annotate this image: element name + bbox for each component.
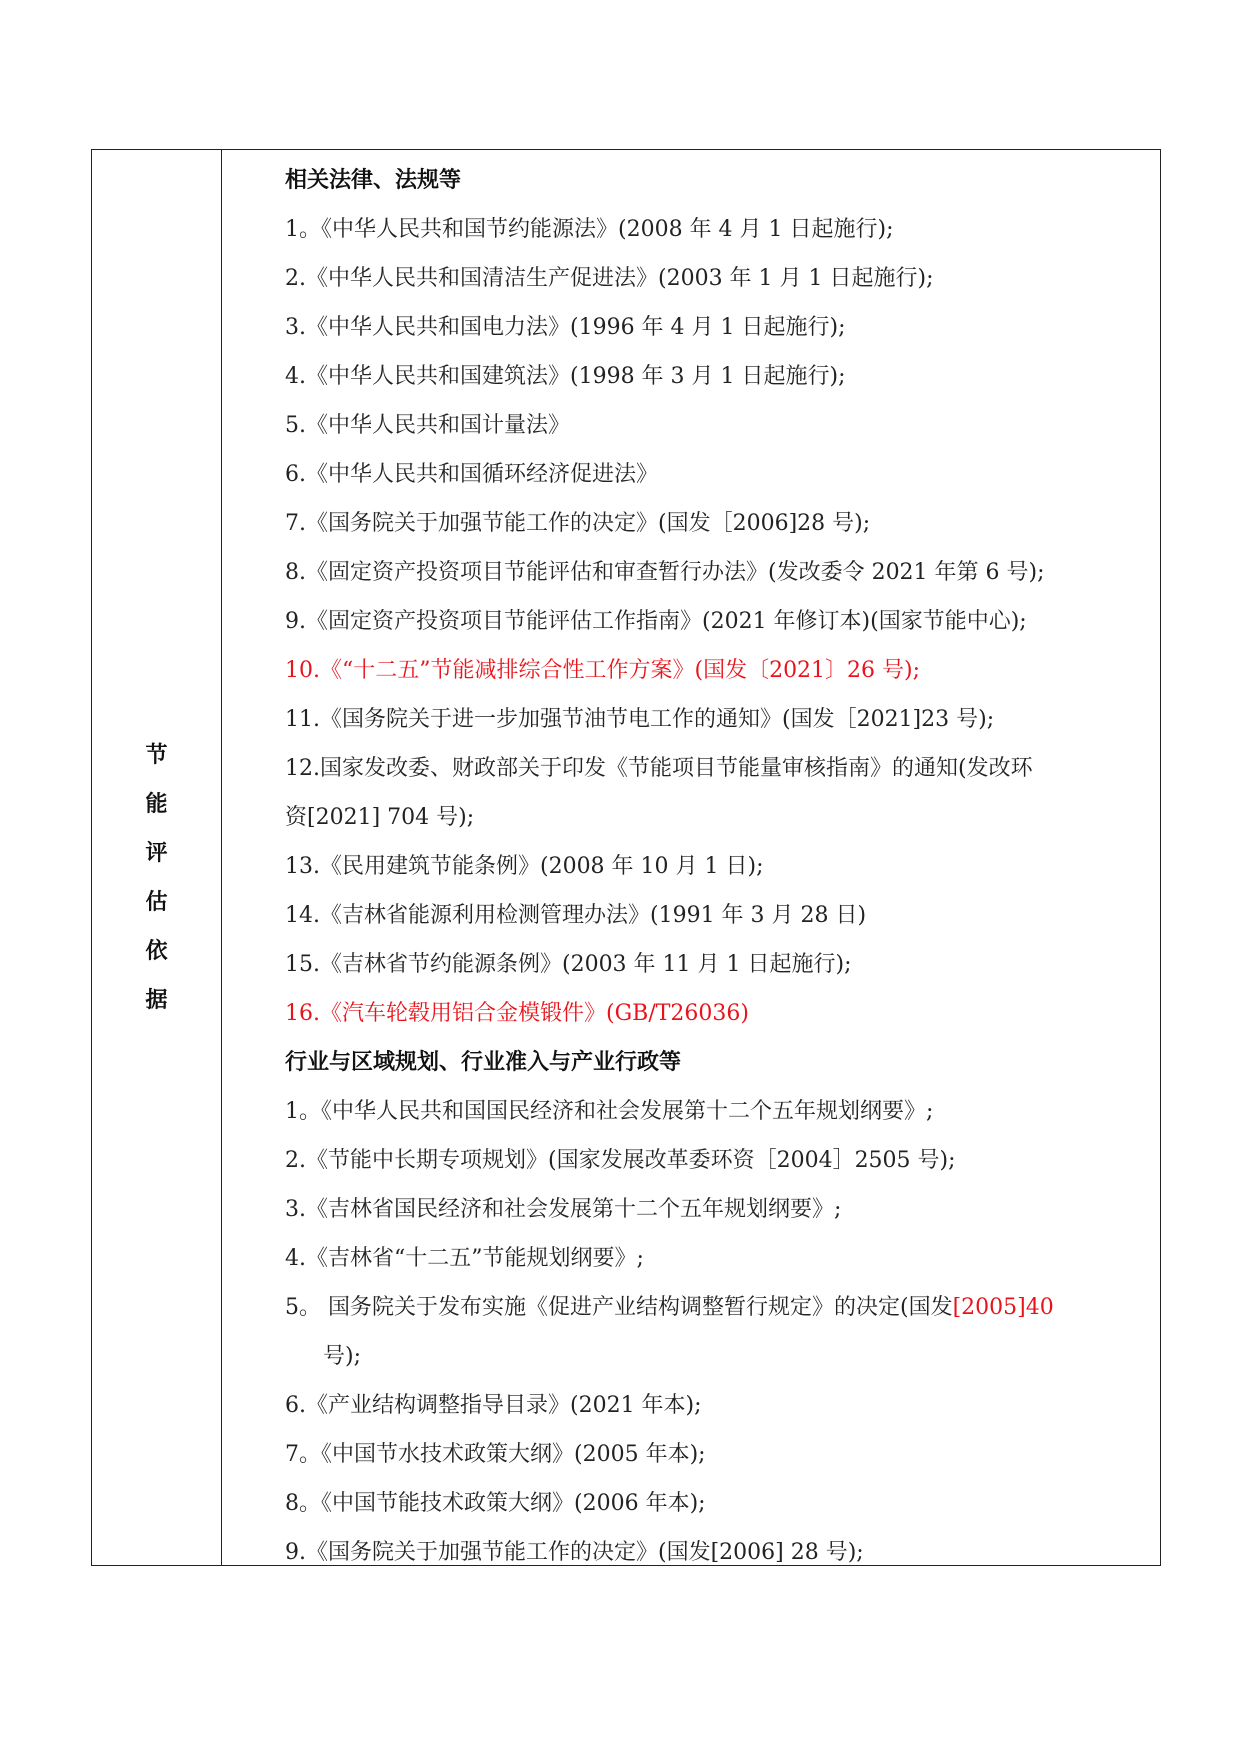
section-heading-planning: 行业与区域规划、行业准入与产业行政等 [285, 1050, 682, 1075]
list-item: 12.国家发改委、财政部关于印发《节能项目节能量审核指南》的通知(发改环 [285, 756, 1033, 781]
list-item: 8.《固定资产投资项目节能评估和审查暂行办法》(发改委令 2021 年第 6 号); [285, 560, 1045, 585]
list-item: 13.《民用建筑节能条例》(2008 年 10 月 1 日); [285, 854, 764, 879]
list-item: 9.《固定资产投资项目节能评估工作指南》(2021 年修订本)(国家节能中心); [285, 609, 1027, 634]
section-heading-laws: 相关法律、法规等 [285, 168, 462, 193]
list-item: 6.《中华人民共和国循环经济促进法》 [285, 462, 658, 487]
list-item: 7.《国务院关于加强节能工作的决定》(国发［2006]28 号); [285, 511, 871, 536]
list-item-highlighted: 16.《汽车轮毂用铝合金模锻件》(GB/T26036) [285, 1001, 749, 1026]
side-label-char: 能 [145, 791, 168, 817]
list-item: 5.《中华人民共和国计量法》 [285, 413, 570, 438]
list-item: 3.《吉林省国民经济和社会发展第十二个五年规划纲要》; [285, 1197, 842, 1222]
list-item: 1。《中华人民共和国国民经济和社会发展第十二个五年规划纲要》; [285, 1099, 934, 1124]
side-label-char: 评 [145, 840, 168, 866]
side-label-cell [92, 150, 222, 1565]
list-item: 11.《国务院关于进一步加强节油节电工作的通知》(国发［2021]23 号); [285, 707, 995, 732]
side-label-char: 据 [145, 987, 168, 1013]
list-item [285, 1283, 1152, 1332]
list-item: 1。《中华人民共和国节约能源法》(2008 年 4 月 1 日起施行); [285, 217, 894, 242]
side-label-char: 估 [145, 889, 168, 915]
list-item: 4.《吉林省“十二五”节能规划纲要》; [285, 1246, 644, 1271]
list-item: 9.《国务院关于加强节能工作的决定》(国发[2006] 28 号); [285, 1540, 864, 1565]
side-label-char: 节 [145, 742, 168, 768]
list-item-continuation: 资[2021] 704 号); [285, 805, 475, 830]
list-item-continuation: 号); [323, 1344, 361, 1369]
list-item: 4.《中华人民共和国建筑法》(1998 年 3 月 1 日起施行); [285, 364, 846, 389]
list-item: 6.《产业结构调整指导目录》(2021 年本); [285, 1393, 702, 1418]
list-item: 3.《中华人民共和国电力法》(1996 年 4 月 1 日起施行); [285, 315, 846, 340]
list-item: 2.《中华人民共和国清洁生产促进法》(2003 年 1 月 1 日起施行); [285, 266, 934, 291]
document-number-highlighted: [2005]40 [952, 1295, 1054, 1320]
list-item: 15.《吉林省节约能源条例》(2003 年 11 月 1 日起施行); [285, 952, 852, 977]
list-item: 7。《中国节水技术政策大纲》(2005 年本); [285, 1442, 706, 1467]
content-cell [222, 150, 1160, 1565]
list-item: 8。《中国节能技术政策大纲》(2006 年本); [285, 1491, 706, 1516]
list-item-highlighted: 10.《“十二五”节能减排综合性工作方案》(国发〔2021〕26 号); [285, 658, 921, 683]
list-item: 2.《节能中长期专项规划》(国家发展改革委环资［2004］2505 号); [285, 1148, 956, 1173]
list-item-text: 5。 国务院关于发布实施《促进产业结构调整暂行规定》的决定(国发 [285, 1295, 953, 1320]
side-label-char: 依 [145, 938, 168, 964]
evaluation-basis-table [91, 149, 1161, 1566]
list-item: 14.《吉林省能源利用检测管理办法》(1991 年 3 月 28 日) [285, 903, 867, 928]
